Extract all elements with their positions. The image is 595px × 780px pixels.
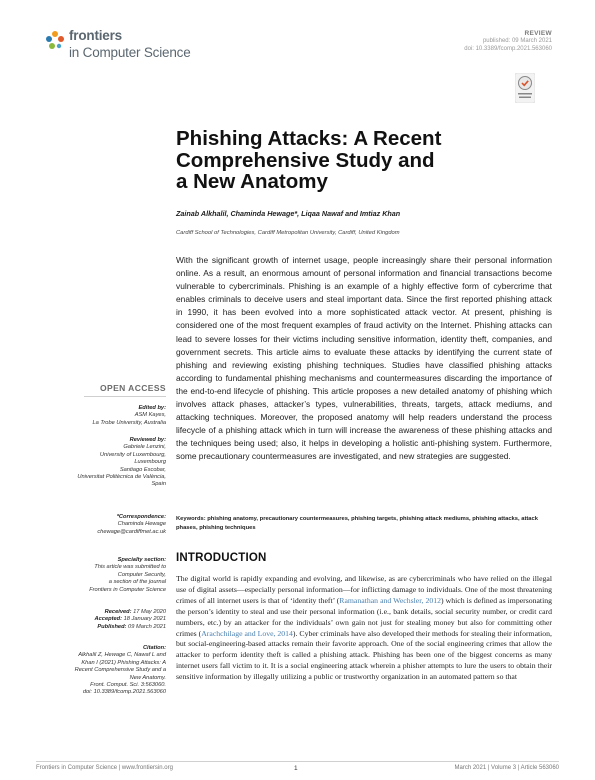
specialty-line: Computer Security, — [117, 571, 166, 578]
specialty-label: Specialty section: — [117, 557, 166, 563]
keywords-list: phishing anatomy, precautionary countermeasures, phishing targets, phishing attack mediums, phishing attacks, attack phases, phishing techniques — [176, 516, 538, 531]
specialty-block — [89, 557, 166, 594]
published-date-side: 09 March 2021 — [128, 623, 166, 630]
article-type: REVIEW — [524, 30, 552, 37]
published-date: published: 09 March 2021 — [482, 38, 552, 44]
footer-divider — [36, 761, 559, 762]
journal-logo[interactable] — [44, 28, 194, 80]
specialty-line: Frontiers in Computer Science — [89, 586, 166, 593]
citation-line: Alkhalil Z, Hewage C, Nawaf L and — [78, 652, 166, 659]
dates-block — [95, 609, 166, 631]
intro-text: ). Cyber criminals have also developed their methods for stealing their information, but social-engineering-based attacks remain their favorite approach. One of the social engineering crimes that allow the attacker to perform identity theft is called a phishing attack. Phishing has been one of the biggest concerns as many internet users fall victim to it. It is a social engineering attack wherein a phisher attempts to lure the users to obtain their sensitive information by illegally utilizing a public or trustworthy organization in an automated pattern so that — [176, 628, 552, 682]
reviewer-line: Luxembourg — [134, 459, 166, 466]
accepted-date: 18 January 2021 — [123, 616, 166, 623]
correspondent-email[interactable]: chewage@cardiffmet.ac.uk — [97, 528, 166, 535]
reviewed-by-block — [77, 437, 166, 489]
reviewer-line: University of Luxembourg, — [99, 451, 166, 458]
citation-link[interactable]: Arachchilage and Love, 2014 — [201, 628, 293, 638]
specialty-line: a section of the journal — [108, 579, 166, 586]
intro-text: The digital world is rapidly expanding and evolving, and likewise, as are cybercriminals who have relied on the illegal use of digital assets—especially personal information—for inflicting damage to individuals. One of the most threatening crimes of all internet users is that of ‘identity theft’ ( — [176, 574, 552, 605]
open-access-label: OPEN ACCESS — [100, 383, 166, 393]
correspondence-block — [97, 514, 166, 536]
citation-line: Khan I (2021) Phishing Attacks: A — [81, 659, 166, 666]
citation-block — [75, 645, 166, 697]
article-title — [176, 128, 536, 193]
received-date: 17 May 2020 — [133, 609, 166, 615]
accepted-label: Accepted: — [94, 616, 123, 623]
doi-link[interactable]: doi: 10.3389/fcomp.2021.563060 — [464, 46, 552, 52]
section-heading: INTRODUCTION — [176, 552, 267, 564]
frontiers-logo-icon — [44, 30, 66, 52]
footer-issue: March 2021 | Volume 3 | Article 563060 — [454, 765, 559, 771]
citation-label: Citation: — [142, 645, 166, 651]
title-line-3: a New Anatomy — [176, 170, 328, 193]
reviewer-line: Gabriele Lenzini, — [123, 444, 166, 451]
keywords-label: Keywords: — [176, 516, 206, 522]
title-line-2: Comprehensive Study and — [176, 148, 435, 172]
reviewer-line: Santiago Escobar, — [119, 466, 166, 473]
edited-by-block — [92, 405, 166, 427]
footer-journal[interactable]: Frontiers in Computer Science | www.frontiersin.org — [36, 765, 173, 771]
reviewed-by-label: Reviewed by: — [129, 437, 166, 443]
editor-name: ASM Kayes, — [134, 412, 166, 419]
page-number: 1 — [294, 765, 298, 772]
abstract: With the significant growth of internet usage, people increasingly share their personal information online. As a result, an enormous amount of personal information and financial transactions become vulnerable to cybercriminals. Phishing is an example of a highly effective form of cybercrime that enables criminals to deceive users and steal important data. Since the first reported phishing attack in 1990, it has been evolved into a more sophisticated attack vector. At present, phishing is considered one of the most frequent examples of fraud activity on the Internet. Phishing attacks can lead to severe losses for their victims including sensitive information, identity theft, companies, and government secrets. This article aims to evaluate these attacks by identifying the current state of phishing and reviewing existing phishing techniques. Studies have classified phishing attacks according to fundamental phishing mechanisms and countermeasures discarding the importance of the end-to-end lifecycle of phishing. This article proposes a new detailed anatomy of phishing which involves attack phases, attacker’s types, vulnerabilities, threats, targets, attack mediums, and attacking techniques. Moreover, the proposed anatomy will help readers understand the process lifecycle of a phishing attack which in turn will increase the awareness of these phishing attacks and the techniques being used; also, it helps in developing a holistic anti-phishing system. Furthermore, some precautionary countermeasures are investigated, and new strategies are suggested. — [176, 255, 552, 462]
brand-name: frontiers — [69, 28, 122, 43]
correspondent-name: Chaminda Hewage — [117, 521, 166, 528]
intro-paragraph — [176, 574, 552, 683]
reviewer-line: Spain — [151, 481, 166, 488]
intro-text: ) which is defined as impersonating the person’s identity to steal and use their personal information (i.e., bank details, social security number, or credit card numbers, etc.) by an attacker for the individuals’ own gain not just for stealing money but also for committing other crimes ( — [176, 595, 552, 638]
keywords — [176, 515, 552, 533]
editor-affiliation: La Trobe University, Australia — [92, 419, 166, 426]
sidebar-divider — [84, 396, 166, 397]
check-for-updates-icon[interactable] — [515, 73, 535, 103]
journal-name: in Computer Science — [69, 45, 191, 60]
citation-line: Front. Comput. Sci. 3:563060. — [90, 682, 166, 689]
published-label: Published: — [97, 623, 127, 630]
title-line-1: Phishing Attacks: A Recent — [176, 127, 442, 150]
citation-line: Recent Comprehensive Study and a — [74, 667, 166, 674]
citation-link[interactable]: Ramanathan and Wechsler, 2012 — [339, 595, 441, 605]
specialty-line: This article was submitted to — [94, 564, 166, 571]
citation-line: New Anatomy. — [129, 674, 166, 681]
reviewer-line: Universitat Politècnica de València, — [77, 474, 166, 481]
received-label: Received: — [104, 609, 132, 615]
edited-by-label: Edited by: — [138, 405, 166, 411]
correspondence-label: *Correspondence: — [116, 514, 166, 520]
article-meta — [464, 30, 552, 53]
affiliation: Cardiff School of Technologies, Cardiff Metropolitan University, Cardiff, United Kingdom — [176, 230, 400, 236]
citation-doi[interactable]: doi: 10.3389/fcomp.2021.563060 — [82, 689, 166, 696]
author-list[interactable]: Zainab Alkhalil, Chaminda Hewage*, Liqaa Nawaf and Imtiaz Khan — [176, 209, 401, 218]
